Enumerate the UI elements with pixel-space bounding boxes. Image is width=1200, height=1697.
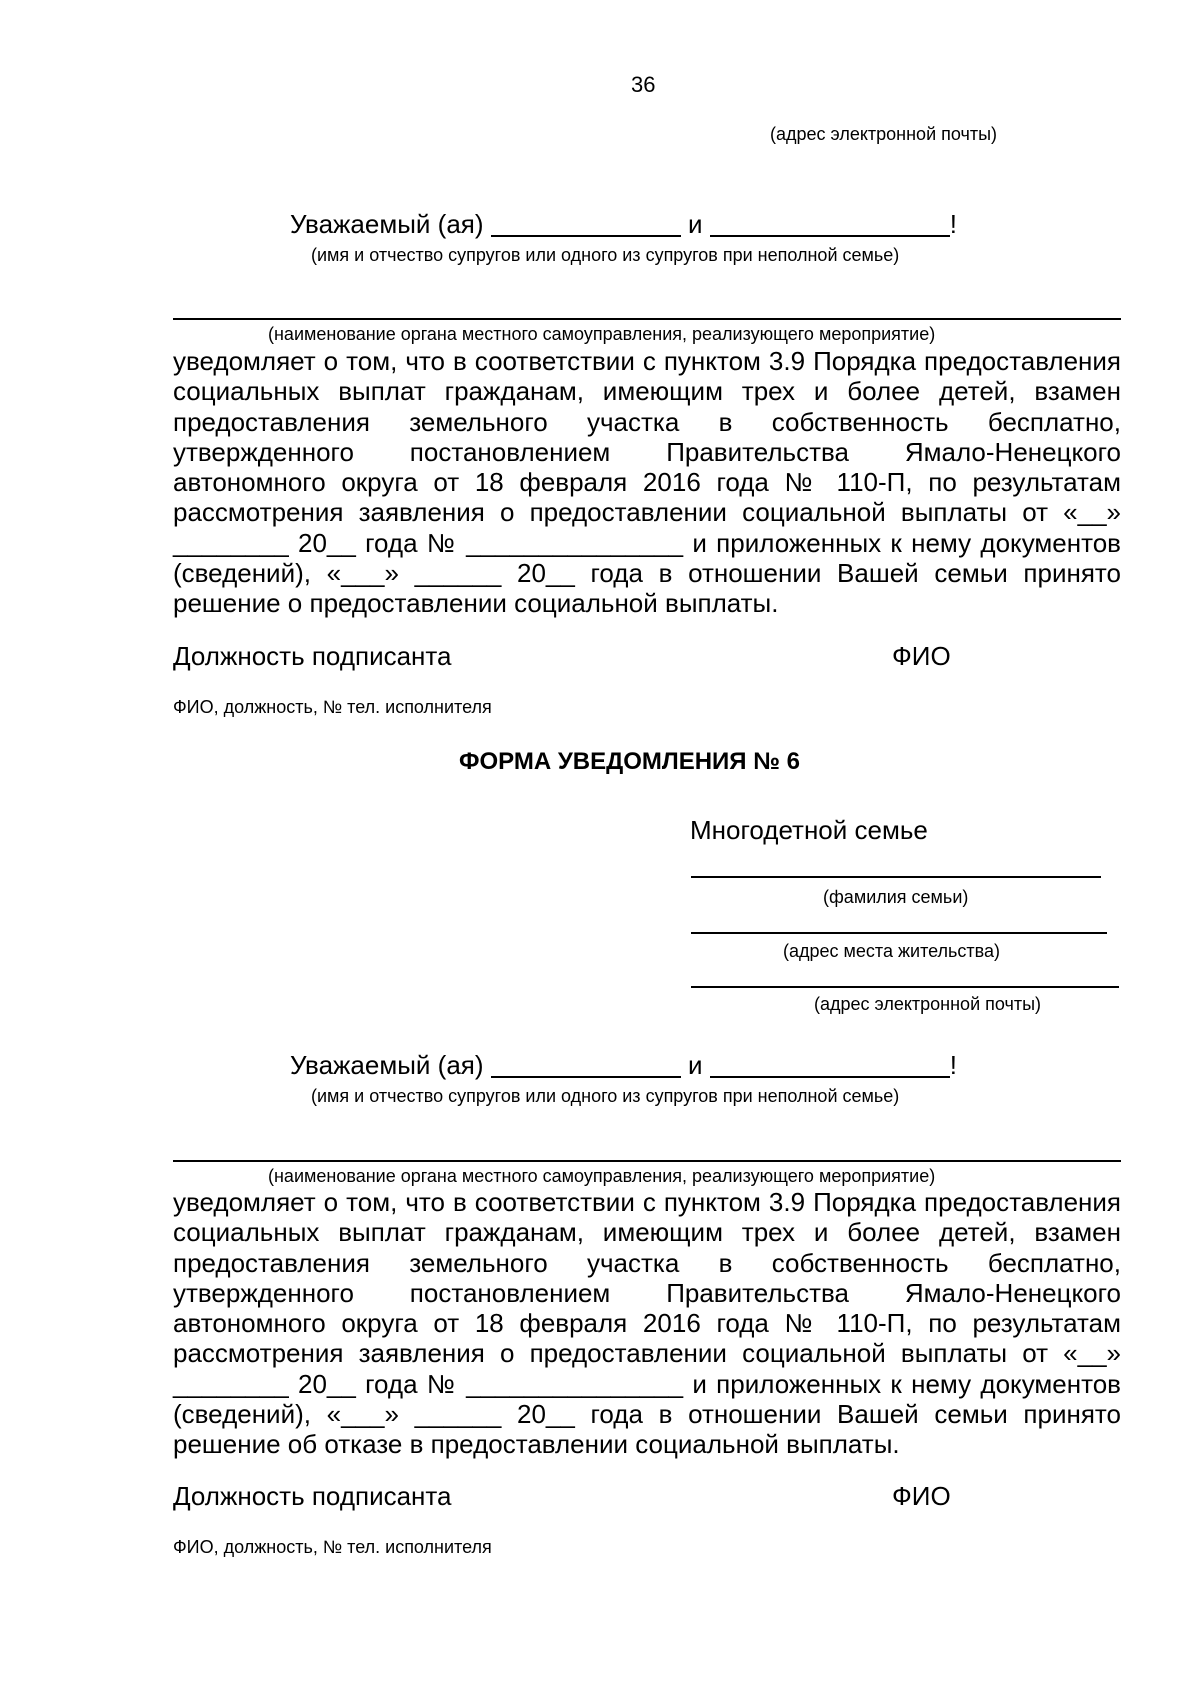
paragraph-line: автономного округа от 18 февраля 2016 года № 110-П, по результатам [173, 467, 1121, 498]
paragraph-line: утвержденного постановлением Правительства Ямало-Ненецкого [173, 1277, 1121, 1308]
form-notice-paragraph [173, 1187, 1121, 1460]
greeting-end: ! [949, 1050, 957, 1080]
form-org-caption: (наименование органа местного самоуправления, реализующего мероприятие) [268, 1166, 936, 1186]
email-line [691, 986, 1119, 988]
paragraph-line: социальных выплат гражданам, имеющим трех и более детей, взамен [173, 1217, 1121, 1248]
paragraph-line: решение о предоставлении социальной выплаты. [173, 588, 779, 619]
top-fio: ФИО [892, 641, 951, 671]
paragraph-line: (сведений), «___» ______ 20__ года в отношении Вашей семьи принято [173, 558, 1121, 589]
form-names-caption: (имя и отчество супругов или одного из супругов при неполной семье) [311, 1086, 900, 1106]
paragraph-line: уведомляет о том, что в соответствии с пунктом 3.9 Порядка предоставления [173, 1187, 1121, 1217]
paragraph-line: рассмотрения заявления о предоставлении социальной выплаты от «__» [173, 1338, 1121, 1369]
name-blank-1 [491, 1050, 681, 1078]
recipient-label: Многодетной семье [690, 815, 928, 845]
top-greeting [290, 209, 957, 240]
name-blank-1 [491, 209, 681, 237]
paragraph-line: утвержденного постановлением Правительства Ямало-Ненецкого [173, 436, 1121, 467]
name-blank-2 [710, 209, 950, 237]
family-caption: (фамилия семьи) [823, 887, 969, 907]
top-org-caption: (наименование органа местного самоуправления, реализующего мероприятие) [268, 324, 936, 344]
top-names-caption: (имя и отчество супругов или одного из супругов при неполной семье) [311, 245, 900, 265]
greeting-and: и [687, 209, 703, 239]
paragraph-line: уведомляет о том, что в соответствии с пунктом 3.9 Порядка предоставления [173, 346, 1121, 376]
paragraph-line: автономного округа от 18 февраля 2016 года № 110-П, по результатам [173, 1308, 1121, 1339]
form-signer: Должность подписанта [173, 1481, 452, 1511]
form-greeting [290, 1050, 957, 1081]
top-notice-paragraph [173, 346, 1121, 619]
greeting-prefix: Уважаемый (ая) [290, 1050, 484, 1080]
address-line [691, 932, 1107, 934]
paragraph-line: предоставления земельного участка в собственность бесплатно, [173, 406, 1121, 437]
paragraph-line: предоставления земельного участка в собственность бесплатно, [173, 1247, 1121, 1278]
address-caption: (адрес места жительства) [783, 941, 1001, 961]
paragraph-line: ________ 20__ года № _______________ и приложенных к нему документов [173, 527, 1121, 558]
paragraph-line: (сведений), «___» ______ 20__ года в отношении Вашей семьи принято [173, 1399, 1121, 1430]
form-fio: ФИО [892, 1481, 951, 1511]
top-signer: Должность подписанта [173, 641, 452, 671]
top-email-caption: (адрес электронной почты) [770, 124, 998, 144]
family-name-line [691, 876, 1101, 878]
greeting-and: и [687, 1050, 703, 1080]
form-executor: ФИО, должность, № тел. исполнителя [173, 1537, 492, 1557]
paragraph-line: решение об отказе в предоставлении социальной выплаты. [173, 1429, 900, 1460]
top-org-line [173, 318, 1121, 320]
paragraph-line: социальных выплат гражданам, имеющим трех и более детей, взамен [173, 376, 1121, 407]
greeting-end: ! [949, 209, 957, 239]
form-org-line [173, 1160, 1121, 1162]
top-executor: ФИО, должность, № тел. исполнителя [173, 697, 492, 717]
greeting-prefix: Уважаемый (ая) [290, 209, 484, 239]
form-title: ФОРМА УВЕДОМЛЕНИЯ № 6 [459, 748, 800, 775]
page-number: 36 [631, 72, 656, 97]
paragraph-line: рассмотрения заявления о предоставлении социальной выплаты от «__» [173, 497, 1121, 528]
paragraph-line: ________ 20__ года № _______________ и приложенных к нему документов [173, 1368, 1121, 1399]
form-email-caption: (адрес электронной почты) [814, 994, 1042, 1014]
name-blank-2 [710, 1050, 950, 1078]
